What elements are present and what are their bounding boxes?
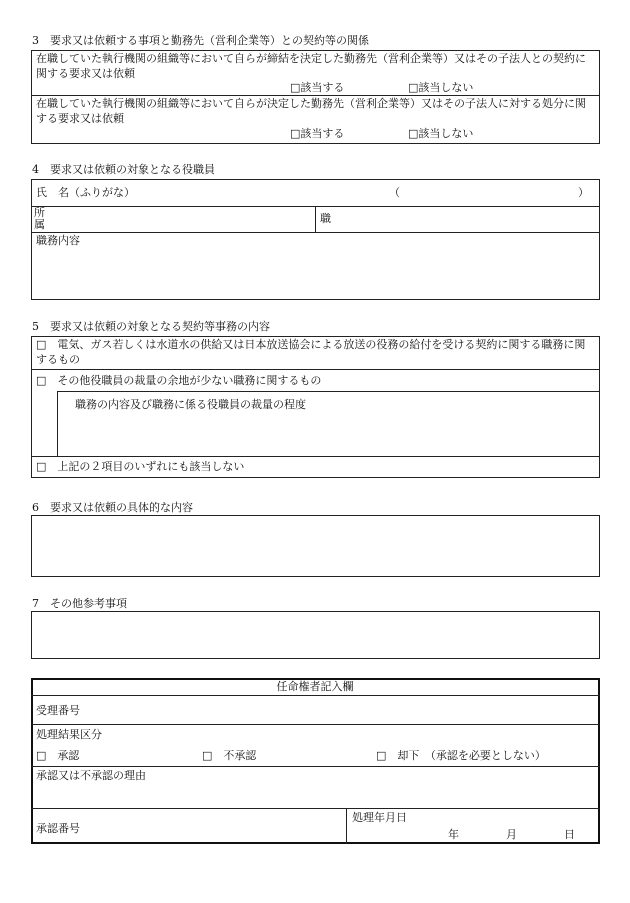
month-label: 月 (506, 828, 517, 841)
option-3-checkbox[interactable]: □ 上記の２項目のいずれにも該当しない (36, 460, 245, 473)
year-label: 年 (448, 828, 459, 841)
section-6-input-box[interactable] (31, 515, 600, 577)
day-label: 日 (564, 828, 575, 841)
option-2-sub-label: 職務の内容及び職務に係る役職員の裁量の程度 (75, 398, 306, 411)
reject-checkbox[interactable]: □ 却下 （承認を必要としない） (376, 749, 546, 762)
divider (31, 369, 600, 370)
section-3-row2-text: 在職していた執行機関の組織等において自らが決定した勤務先（営利企業等）又はその子法人に対する処分に関する要求又は依頼 (36, 97, 586, 125)
processing-date-label: 処理年月日 (352, 811, 407, 824)
section-7-heading: 7 その他参考事項 (32, 597, 127, 610)
affiliation-label-1: 所 (34, 206, 45, 219)
divider (57, 391, 600, 392)
row1-no-checkbox[interactable]: □該当しない (408, 81, 474, 94)
section-6-heading: 6 要求又は依頼の具体的な内容 (32, 501, 193, 514)
option-1-checkbox[interactable]: □ 電気、ガス若しくは水道水の供給又は日本放送協会による放送の役務の給付を受ける契約に関する職務に関するもの (36, 338, 586, 366)
disapprove-checkbox[interactable]: □ 不承認 (202, 749, 257, 762)
divider (315, 206, 316, 232)
authority-title: 任命権者記入欄 (276, 680, 354, 693)
section-3-row1-text: 在職していた執行機関の組織等において自らが締結を決定した勤務先（営利企業等）又はその子法人との契約に関する要求又は依頼 (36, 52, 586, 80)
receipt-number-label: 受理番号 (36, 704, 80, 717)
affiliation-label-2: 属 (34, 218, 45, 231)
section-3-heading: 3 要求又は依頼する事項と勤務先（営利企業等）との契約等の関係 (32, 34, 369, 47)
divider (31, 232, 600, 233)
furigana-paren-open: （ (389, 186, 400, 199)
name-label: 氏 名（ふりがな） (36, 186, 135, 199)
row2-no-checkbox[interactable]: □該当しない (408, 127, 474, 140)
post-label: 職 (320, 212, 331, 225)
divider (31, 456, 600, 457)
row1-yes-checkbox[interactable]: □該当する (290, 81, 345, 94)
option-2-checkbox[interactable]: □ その他役職員の裁量の余地が少ない職務に関するもの (36, 374, 322, 387)
approval-number-label: 承認番号 (36, 822, 80, 835)
divider (346, 808, 347, 844)
result-label: 処理結果区分 (36, 728, 102, 741)
divider (31, 766, 600, 767)
divider (31, 724, 600, 725)
divider (31, 808, 600, 809)
duties-label: 職務内容 (36, 234, 80, 247)
furigana-paren-close: ） (578, 186, 589, 199)
reason-label: 承認又は不承認の理由 (36, 769, 146, 782)
row2-yes-checkbox[interactable]: □該当する (290, 127, 345, 140)
divider (57, 391, 58, 456)
divider (31, 695, 600, 696)
section-7-input-box[interactable] (31, 611, 600, 659)
section-4-heading: 4 要求又は依頼の対象となる役職員 (32, 163, 215, 176)
approve-checkbox[interactable]: □ 承認 (36, 749, 80, 762)
section-5-heading: 5 要求又は依頼の対象となる契約等事務の内容 (32, 320, 270, 333)
